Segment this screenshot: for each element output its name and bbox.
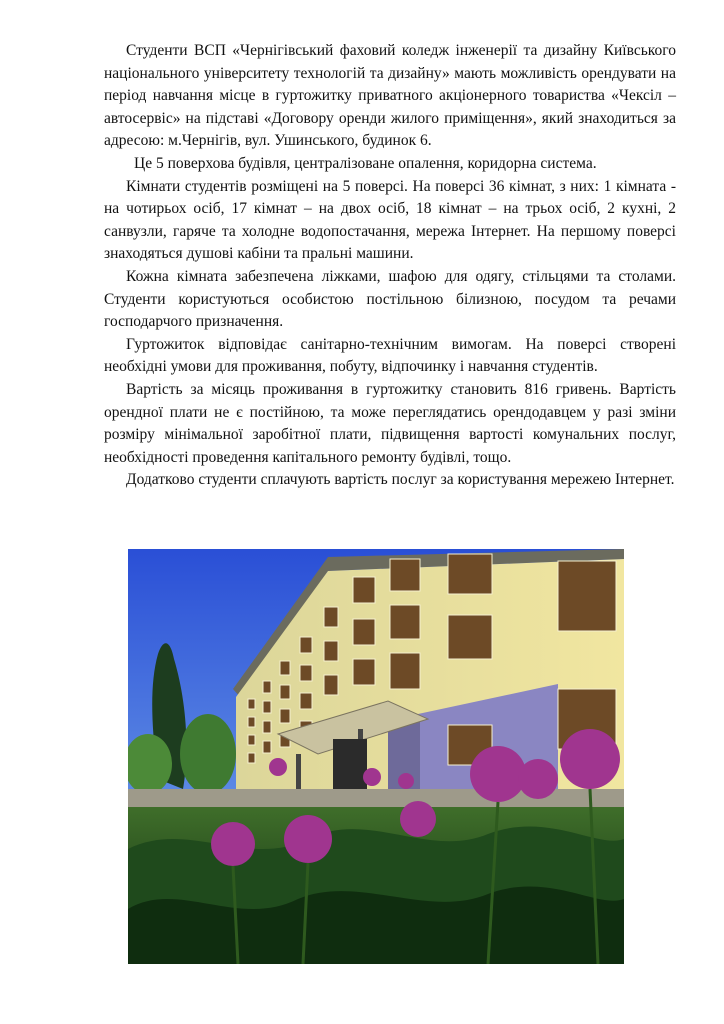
dormitory-photo [128, 549, 624, 964]
paragraph-intro: Студенти ВСП «Чернігівський фаховий коледж інженерії та дизайну Київського національного університету технологій та дизайну» мають можливість орендувати на період навчання місце в гуртожитку приватного акціонерного товариства «Чексіл – автосервіс» на підставі «Договору оренди жилого приміщення», який знаходиться за адресою: м.Чернігів, вул. Ушинського, будинок 6. [104, 42, 676, 150]
paragraph-cost: Вартість за місяць проживання в гуртожитку становить 816 гривень. Вартість орендної плати не є постійною, та може переглядатись орендодавцем у разі зміни розміру мінімальної заробітної плати, підвищення вартості комунальних послуг, необхідності проведення капітального ремонту будівлі, тощо. [104, 380, 676, 466]
paragraph-furniture: Кожна кімната забезпечена ліжками, шафою для одягу, стільцями та столами. Студенти користуються особистою постільною білизною, посудом та речами господарчого призначення. [104, 267, 676, 331]
paragraph-internet: Додатково студенти сплачують вартість послуг за користування мережею Інтернет. [126, 471, 675, 489]
body-text [104, 40, 676, 492]
paragraph-requirements: Гуртожиток відповідає санітарно-технічним вимогам. На поверсі створені необхідні умови для проживання, побуту, відпочинку і навчання студентів. [104, 335, 676, 376]
paragraph-rooms: Кімнати студентів розміщені на 5 поверсі. На поверсі 36 кімнат, з них: 1 кімната - на чотирьох осіб, 17 кімнат – на двох осіб, 18 кімнат – на трьох осіб, 2 кухні, 2 санвузли, гаряче та холодне водопостачання, мережа Інтернет. На першому поверсі знаходяться душові кабіни та пральні машини. [104, 177, 676, 263]
paragraph-building: Це 5 поверхова будівля, централізоване опалення, коридорна система. [134, 154, 597, 172]
